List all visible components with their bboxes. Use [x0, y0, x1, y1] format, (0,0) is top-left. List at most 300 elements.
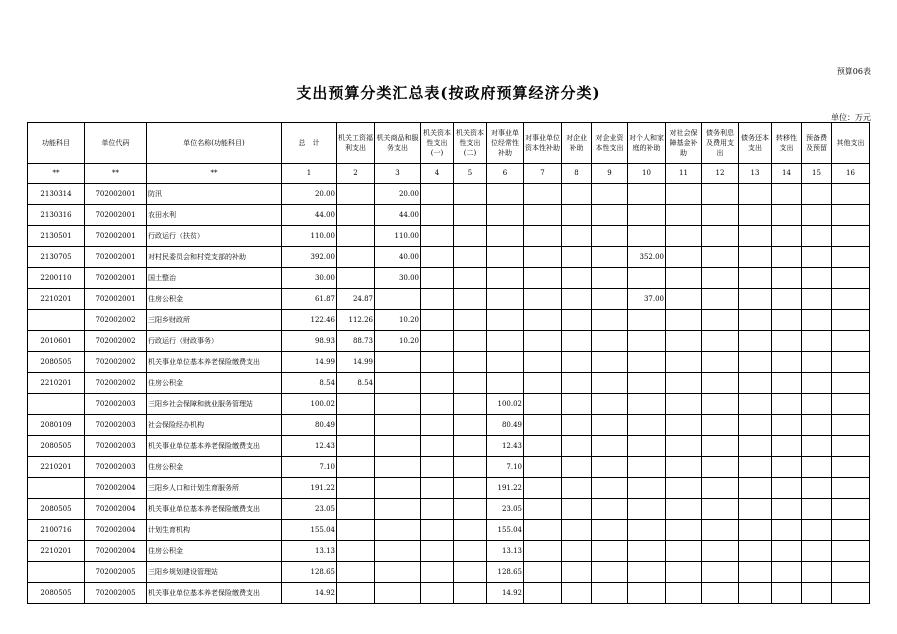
cell-total: 191.22 — [282, 478, 337, 499]
cell-name: 机关事业单位基本养老保险缴费支出 — [147, 583, 282, 604]
cell-empty — [739, 205, 772, 226]
cell-c10 — [628, 520, 666, 541]
cell-empty — [772, 415, 802, 436]
cell-func — [28, 478, 85, 499]
cell-c2 — [337, 415, 375, 436]
table-row — [28, 310, 870, 331]
cell-empty — [454, 583, 487, 604]
cell-c2 — [337, 436, 375, 457]
column-index-cell: 16 — [832, 164, 870, 184]
cell-empty — [772, 226, 802, 247]
cell-c2: 88.73 — [337, 331, 375, 352]
cell-empty — [772, 247, 802, 268]
cell-empty — [421, 541, 454, 562]
cell-empty — [666, 247, 702, 268]
cell-c2: 24.87 — [337, 289, 375, 310]
cell-c2 — [337, 520, 375, 541]
cell-empty — [524, 541, 562, 562]
cell-name: 对村民委员会和村党支部的补助 — [147, 247, 282, 268]
cell-c3 — [375, 499, 421, 520]
cell-empty — [832, 352, 870, 373]
cell-empty — [772, 184, 802, 205]
cell-c2 — [337, 499, 375, 520]
cell-c2: 112.26 — [337, 310, 375, 331]
cell-empty — [702, 583, 739, 604]
cell-empty — [702, 184, 739, 205]
cell-empty — [562, 352, 592, 373]
cell-empty — [592, 289, 628, 310]
table-row — [28, 499, 870, 520]
cell-func: 2130705 — [28, 247, 85, 268]
cell-empty — [832, 205, 870, 226]
cell-func: 2080109 — [28, 415, 85, 436]
column-header: 债务还本支出 — [739, 123, 772, 164]
table-row — [28, 184, 870, 205]
column-index-cell: 13 — [739, 164, 772, 184]
cell-empty — [562, 373, 592, 394]
cell-empty — [666, 268, 702, 289]
cell-empty — [592, 415, 628, 436]
cell-name: 机关事业单位基本养老保险缴费支出 — [147, 499, 282, 520]
cell-empty — [592, 373, 628, 394]
cell-total: 30.00 — [282, 268, 337, 289]
column-header: 功能科目 — [28, 123, 85, 164]
cell-empty — [739, 268, 772, 289]
cell-c3 — [375, 478, 421, 499]
cell-code: 702002001 — [85, 184, 147, 205]
cell-empty — [666, 226, 702, 247]
cell-c2: 8.54 — [337, 373, 375, 394]
cell-empty — [454, 457, 487, 478]
cell-name: 三阳乡社会保障和就业服务管理站 — [147, 394, 282, 415]
cell-empty — [524, 331, 562, 352]
cell-empty — [772, 541, 802, 562]
cell-empty — [739, 436, 772, 457]
cell-empty — [454, 373, 487, 394]
cell-empty — [592, 541, 628, 562]
table-row — [28, 352, 870, 373]
cell-code: 702002001 — [85, 205, 147, 226]
cell-name: 行政运行（财政事务） — [147, 331, 282, 352]
cell-empty — [702, 541, 739, 562]
cell-func: 2210201 — [28, 289, 85, 310]
cell-c10 — [628, 394, 666, 415]
cell-empty — [739, 541, 772, 562]
cell-empty — [666, 583, 702, 604]
cell-c10 — [628, 478, 666, 499]
cell-empty — [562, 436, 592, 457]
cell-empty — [562, 394, 592, 415]
cell-empty — [666, 415, 702, 436]
cell-c3 — [375, 436, 421, 457]
cell-func: 2080505 — [28, 352, 85, 373]
column-index-row — [28, 164, 870, 184]
cell-c3: 44.00 — [375, 205, 421, 226]
page-title: 支出预算分类汇总表(按政府预算经济分类) — [296, 84, 601, 102]
column-index-cell: 4 — [421, 164, 454, 184]
cell-empty — [666, 205, 702, 226]
cell-c2 — [337, 562, 375, 583]
cell-code: 702002003 — [85, 394, 147, 415]
cell-empty — [454, 226, 487, 247]
cell-c6 — [487, 373, 524, 394]
cell-name: 防汛 — [147, 184, 282, 205]
cell-c6: 155.04 — [487, 520, 524, 541]
cell-empty — [562, 247, 592, 268]
cell-empty — [802, 562, 832, 583]
cell-empty — [772, 478, 802, 499]
cell-empty — [562, 583, 592, 604]
cell-empty — [592, 436, 628, 457]
cell-total: 128.65 — [282, 562, 337, 583]
form-code-label: 预算06表 — [836, 67, 871, 76]
table-row — [28, 457, 870, 478]
cell-c2 — [337, 583, 375, 604]
cell-code: 702002004 — [85, 499, 147, 520]
cell-empty — [524, 499, 562, 520]
cell-empty — [666, 352, 702, 373]
cell-empty — [772, 352, 802, 373]
cell-empty — [524, 352, 562, 373]
cell-func — [28, 310, 85, 331]
cell-code: 702002003 — [85, 415, 147, 436]
cell-empty — [702, 247, 739, 268]
cell-name: 社会保险经办机构 — [147, 415, 282, 436]
cell-c6: 13.13 — [487, 541, 524, 562]
cell-c3 — [375, 583, 421, 604]
cell-c6: 128.65 — [487, 562, 524, 583]
column-index-cell: 12 — [702, 164, 739, 184]
cell-empty — [802, 331, 832, 352]
cell-c10: 37.00 — [628, 289, 666, 310]
table-row — [28, 583, 870, 604]
cell-empty — [802, 415, 832, 436]
cell-c10 — [628, 562, 666, 583]
cell-empty — [739, 478, 772, 499]
cell-c6 — [487, 289, 524, 310]
cell-c3 — [375, 457, 421, 478]
cell-empty — [421, 436, 454, 457]
column-index-cell: ** — [147, 164, 282, 184]
cell-empty — [702, 331, 739, 352]
cell-empty — [772, 289, 802, 310]
cell-empty — [421, 499, 454, 520]
cell-total: 61.87 — [282, 289, 337, 310]
cell-empty — [739, 562, 772, 583]
column-header: 预备费及预留 — [802, 123, 832, 164]
cell-empty — [702, 436, 739, 457]
cell-c10 — [628, 457, 666, 478]
cell-empty — [421, 289, 454, 310]
cell-c2 — [337, 268, 375, 289]
cell-empty — [562, 205, 592, 226]
cell-empty — [421, 520, 454, 541]
cell-empty — [421, 478, 454, 499]
cell-c3 — [375, 562, 421, 583]
column-index-cell: 10 — [628, 164, 666, 184]
cell-empty — [454, 520, 487, 541]
cell-c2: 14.99 — [337, 352, 375, 373]
cell-empty — [832, 541, 870, 562]
cell-empty — [562, 541, 592, 562]
cell-c6: 80.49 — [487, 415, 524, 436]
cell-c3 — [375, 373, 421, 394]
cell-c2 — [337, 184, 375, 205]
cell-empty — [592, 562, 628, 583]
cell-empty — [702, 373, 739, 394]
column-header: 单位名称(功能科目) — [147, 123, 282, 164]
cell-empty — [454, 247, 487, 268]
cell-c6: 7.10 — [487, 457, 524, 478]
cell-empty — [802, 352, 832, 373]
cell-total: 122.46 — [282, 310, 337, 331]
cell-empty — [739, 415, 772, 436]
cell-empty — [454, 289, 487, 310]
cell-empty — [702, 310, 739, 331]
cell-empty — [702, 562, 739, 583]
cell-empty — [454, 436, 487, 457]
column-index-cell: 11 — [666, 164, 702, 184]
table-row — [28, 562, 870, 583]
cell-empty — [739, 394, 772, 415]
cell-empty — [592, 331, 628, 352]
cell-empty — [562, 562, 592, 583]
cell-func — [28, 394, 85, 415]
cell-c10 — [628, 310, 666, 331]
column-index-cell: 1 — [282, 164, 337, 184]
cell-empty — [802, 541, 832, 562]
cell-empty — [454, 205, 487, 226]
cell-empty — [524, 205, 562, 226]
cell-func: 2210201 — [28, 541, 85, 562]
cell-empty — [832, 583, 870, 604]
cell-c3: 20.00 — [375, 184, 421, 205]
cell-total: 14.99 — [282, 352, 337, 373]
cell-empty — [562, 478, 592, 499]
column-index-cell: 3 — [375, 164, 421, 184]
cell-func: 2080505 — [28, 499, 85, 520]
cell-empty — [772, 268, 802, 289]
cell-c3: 110.00 — [375, 226, 421, 247]
cell-code: 702002004 — [85, 541, 147, 562]
table-row — [28, 415, 870, 436]
cell-code: 702002003 — [85, 436, 147, 457]
cell-empty — [739, 247, 772, 268]
cell-empty — [666, 394, 702, 415]
cell-empty — [739, 583, 772, 604]
cell-empty — [524, 436, 562, 457]
cell-empty — [562, 289, 592, 310]
table-row — [28, 268, 870, 289]
cell-c3 — [375, 520, 421, 541]
cell-empty — [666, 541, 702, 562]
cell-empty — [592, 268, 628, 289]
cell-empty — [772, 310, 802, 331]
cell-empty — [739, 331, 772, 352]
cell-func: 2010601 — [28, 331, 85, 352]
cell-empty — [421, 583, 454, 604]
column-index-cell: 8 — [562, 164, 592, 184]
cell-c6: 23.05 — [487, 499, 524, 520]
cell-empty — [666, 478, 702, 499]
cell-c2 — [337, 226, 375, 247]
cell-c6: 12.43 — [487, 436, 524, 457]
column-header: 其他支出 — [832, 123, 870, 164]
cell-func: 2130501 — [28, 226, 85, 247]
cell-empty — [592, 184, 628, 205]
cell-empty — [832, 562, 870, 583]
cell-empty — [739, 226, 772, 247]
cell-c2 — [337, 247, 375, 268]
cell-empty — [666, 499, 702, 520]
cell-empty — [802, 583, 832, 604]
cell-c10 — [628, 499, 666, 520]
column-header: 对事业单位资本性补助 — [524, 123, 562, 164]
cell-empty — [524, 226, 562, 247]
cell-empty — [702, 457, 739, 478]
table-row — [28, 331, 870, 352]
header-row — [28, 123, 870, 164]
cell-func: 2130316 — [28, 205, 85, 226]
cell-c3: 10.20 — [375, 310, 421, 331]
cell-empty — [739, 310, 772, 331]
cell-empty — [524, 373, 562, 394]
cell-total: 14.92 — [282, 583, 337, 604]
table-row — [28, 520, 870, 541]
cell-empty — [772, 205, 802, 226]
cell-empty — [421, 415, 454, 436]
cell-name: 国土整治 — [147, 268, 282, 289]
cell-empty — [421, 394, 454, 415]
cell-empty — [454, 352, 487, 373]
cell-name: 住房公积金 — [147, 541, 282, 562]
cell-empty — [592, 478, 628, 499]
cell-empty — [802, 247, 832, 268]
cell-empty — [832, 331, 870, 352]
cell-empty — [592, 583, 628, 604]
cell-empty — [666, 562, 702, 583]
cell-empty — [562, 226, 592, 247]
cell-empty — [802, 499, 832, 520]
cell-empty — [592, 247, 628, 268]
cell-empty — [832, 415, 870, 436]
cell-empty — [832, 289, 870, 310]
cell-empty — [562, 415, 592, 436]
cell-empty — [666, 331, 702, 352]
cell-c2 — [337, 394, 375, 415]
cell-c3 — [375, 394, 421, 415]
cell-empty — [772, 436, 802, 457]
cell-total: 98.93 — [282, 331, 337, 352]
table-row — [28, 226, 870, 247]
cell-empty — [802, 373, 832, 394]
cell-empty — [454, 394, 487, 415]
cell-c2 — [337, 205, 375, 226]
cell-code: 702002002 — [85, 331, 147, 352]
cell-empty — [421, 457, 454, 478]
cell-empty — [666, 184, 702, 205]
cell-code: 702002004 — [85, 478, 147, 499]
column-index-cell: ** — [28, 164, 85, 184]
column-header: 债务利息及费用支出 — [702, 123, 739, 164]
cell-empty — [802, 226, 832, 247]
cell-c3 — [375, 415, 421, 436]
cell-empty — [454, 562, 487, 583]
cell-c6 — [487, 352, 524, 373]
cell-total: 44.00 — [282, 205, 337, 226]
cell-c10 — [628, 583, 666, 604]
cell-total: 12.43 — [282, 436, 337, 457]
cell-empty — [421, 184, 454, 205]
unit-label: 单位：万元 — [831, 113, 871, 122]
cell-c3 — [375, 352, 421, 373]
cell-c3: 10.20 — [375, 331, 421, 352]
column-index-cell: 7 — [524, 164, 562, 184]
cell-empty — [702, 205, 739, 226]
cell-empty — [772, 583, 802, 604]
cell-empty — [772, 331, 802, 352]
cell-empty — [562, 331, 592, 352]
cell-code: 702002002 — [85, 352, 147, 373]
cell-empty — [772, 520, 802, 541]
cell-code: 702002004 — [85, 520, 147, 541]
cell-empty — [421, 310, 454, 331]
cell-empty — [592, 520, 628, 541]
cell-empty — [421, 247, 454, 268]
cell-code: 702002003 — [85, 457, 147, 478]
cell-empty — [592, 394, 628, 415]
cell-c6 — [487, 331, 524, 352]
cell-empty — [739, 289, 772, 310]
column-header: 机关资本性支出(二) — [454, 123, 487, 164]
column-header: 机关商品和服务支出 — [375, 123, 421, 164]
cell-c6 — [487, 205, 524, 226]
column-index-cell: 9 — [592, 164, 628, 184]
cell-empty — [832, 184, 870, 205]
cell-c10: 352.00 — [628, 247, 666, 268]
cell-empty — [562, 520, 592, 541]
cell-empty — [454, 331, 487, 352]
column-index-cell: 6 — [487, 164, 524, 184]
cell-empty — [832, 268, 870, 289]
cell-empty — [832, 394, 870, 415]
cell-empty — [832, 457, 870, 478]
cell-name: 三阳乡规划建设管理站 — [147, 562, 282, 583]
cell-c10 — [628, 352, 666, 373]
cell-empty — [802, 289, 832, 310]
cell-empty — [562, 268, 592, 289]
table-row — [28, 289, 870, 310]
cell-empty — [421, 268, 454, 289]
cell-empty — [802, 394, 832, 415]
column-header: 机关资本性支出(一) — [421, 123, 454, 164]
cell-empty — [772, 373, 802, 394]
cell-c6: 191.22 — [487, 478, 524, 499]
cell-empty — [739, 499, 772, 520]
cell-name: 农田水利 — [147, 205, 282, 226]
cell-c10 — [628, 226, 666, 247]
cell-empty — [562, 184, 592, 205]
cell-c6 — [487, 268, 524, 289]
cell-c10 — [628, 541, 666, 562]
cell-empty — [524, 415, 562, 436]
cell-empty — [702, 289, 739, 310]
cell-empty — [832, 226, 870, 247]
cell-c10 — [628, 205, 666, 226]
cell-empty — [702, 226, 739, 247]
cell-empty — [524, 289, 562, 310]
cell-c3 — [375, 541, 421, 562]
